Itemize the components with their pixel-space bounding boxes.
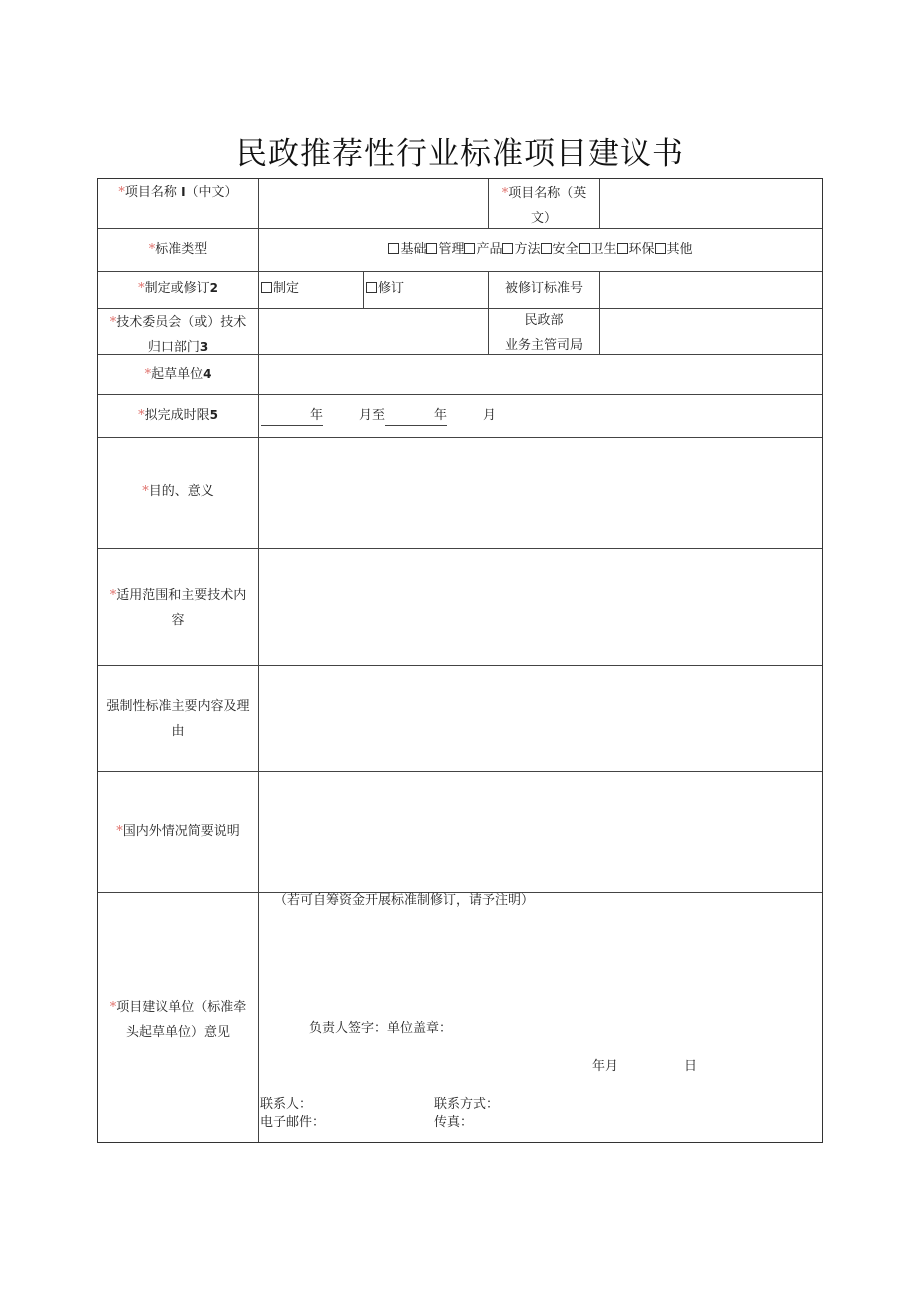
label-scope: *适用范围和主要技术内 容 — [109, 588, 247, 628]
date-year-month: 年月 — [592, 1059, 619, 1074]
option-make[interactable]: 制定 — [259, 271, 363, 308]
label-revise: *制定或修订2 — [138, 281, 218, 296]
checkbox[interactable] — [388, 243, 399, 254]
input-name-cn[interactable] — [259, 179, 488, 228]
std-type-option[interactable]: 产品 — [464, 237, 502, 262]
label-name-en: *项目名称（英 文） — [501, 186, 587, 226]
contact-person-label: 联系人： — [260, 1097, 313, 1112]
std-type-option[interactable]: 环保 — [617, 237, 655, 262]
input-revised-no[interactable] — [600, 271, 822, 308]
label-committee: *技术委员会（或）技术 归口部门3 — [109, 315, 247, 355]
input-committee[interactable] — [259, 308, 488, 354]
checkbox[interactable] — [541, 243, 552, 254]
std-type-option[interactable]: 其他 — [655, 237, 693, 262]
std-type-option[interactable]: 卫生 — [579, 237, 617, 262]
input-ministry[interactable] — [600, 308, 822, 354]
checkbox[interactable] — [502, 243, 513, 254]
label-revised-no: 被修订标准号 — [504, 281, 583, 296]
checkbox[interactable] — [579, 243, 590, 254]
label-opinion: *项目建议单位（标准牵 头起草单位）意见 — [109, 1000, 247, 1040]
std-type-option[interactable]: 安全 — [541, 237, 579, 262]
label-std-type: *标准类型 — [148, 242, 208, 257]
label-deadline: *拟完成时限5 — [138, 408, 218, 423]
checkbox[interactable] — [464, 243, 475, 254]
input-domestic[interactable] — [259, 771, 822, 892]
input-scope[interactable] — [259, 548, 822, 665]
label-ministry: 民政部 业务主管司局 — [504, 313, 583, 353]
page-title: 民政推荐性行业标准项目建议书 — [236, 136, 684, 172]
input-mandatory[interactable] — [259, 665, 822, 771]
label-drafter: *起草单位4 — [144, 367, 212, 382]
email-label: 电子邮件： — [260, 1115, 326, 1130]
label-domestic: *国内外情况简要说明 — [116, 824, 240, 839]
checkbox[interactable] — [617, 243, 628, 254]
checkbox[interactable] — [655, 243, 666, 254]
std-type-option[interactable]: 方法 — [502, 237, 540, 262]
checkbox[interactable] — [426, 243, 437, 254]
label-purpose: *目的、意义 — [142, 484, 214, 499]
input-purpose[interactable] — [259, 437, 822, 548]
start-year-blank[interactable]: 年 — [261, 407, 323, 426]
std-type-options — [259, 228, 822, 271]
checkbox[interactable] — [366, 282, 377, 293]
input-drafter[interactable] — [259, 354, 822, 394]
option-revise[interactable]: 修订 — [364, 271, 488, 308]
self-funding-note: （若可自筹资金开展标准制修订，请予注明） — [274, 893, 535, 908]
signature-line: 负责人签字：单位盖章： — [309, 1021, 453, 1036]
end-year-blank[interactable]: 年 — [385, 407, 447, 426]
proposal-form — [97, 178, 823, 1143]
std-type-option[interactable]: 基础 — [388, 237, 426, 262]
std-type-option[interactable]: 管理 — [426, 237, 464, 262]
contact-method-label: 联系方式： — [434, 1097, 500, 1112]
label-mandatory: 强制性标准主要内容及理 由 — [106, 699, 250, 739]
label-name-cn: *项目名称 I（中文） — [118, 185, 238, 200]
fax-label: 传真： — [434, 1115, 474, 1130]
deadline-field[interactable]: 年 月至 年 月 — [259, 394, 822, 437]
input-name-en[interactable] — [600, 179, 822, 228]
checkbox[interactable] — [261, 282, 272, 293]
date-day: 日 — [684, 1059, 698, 1074]
